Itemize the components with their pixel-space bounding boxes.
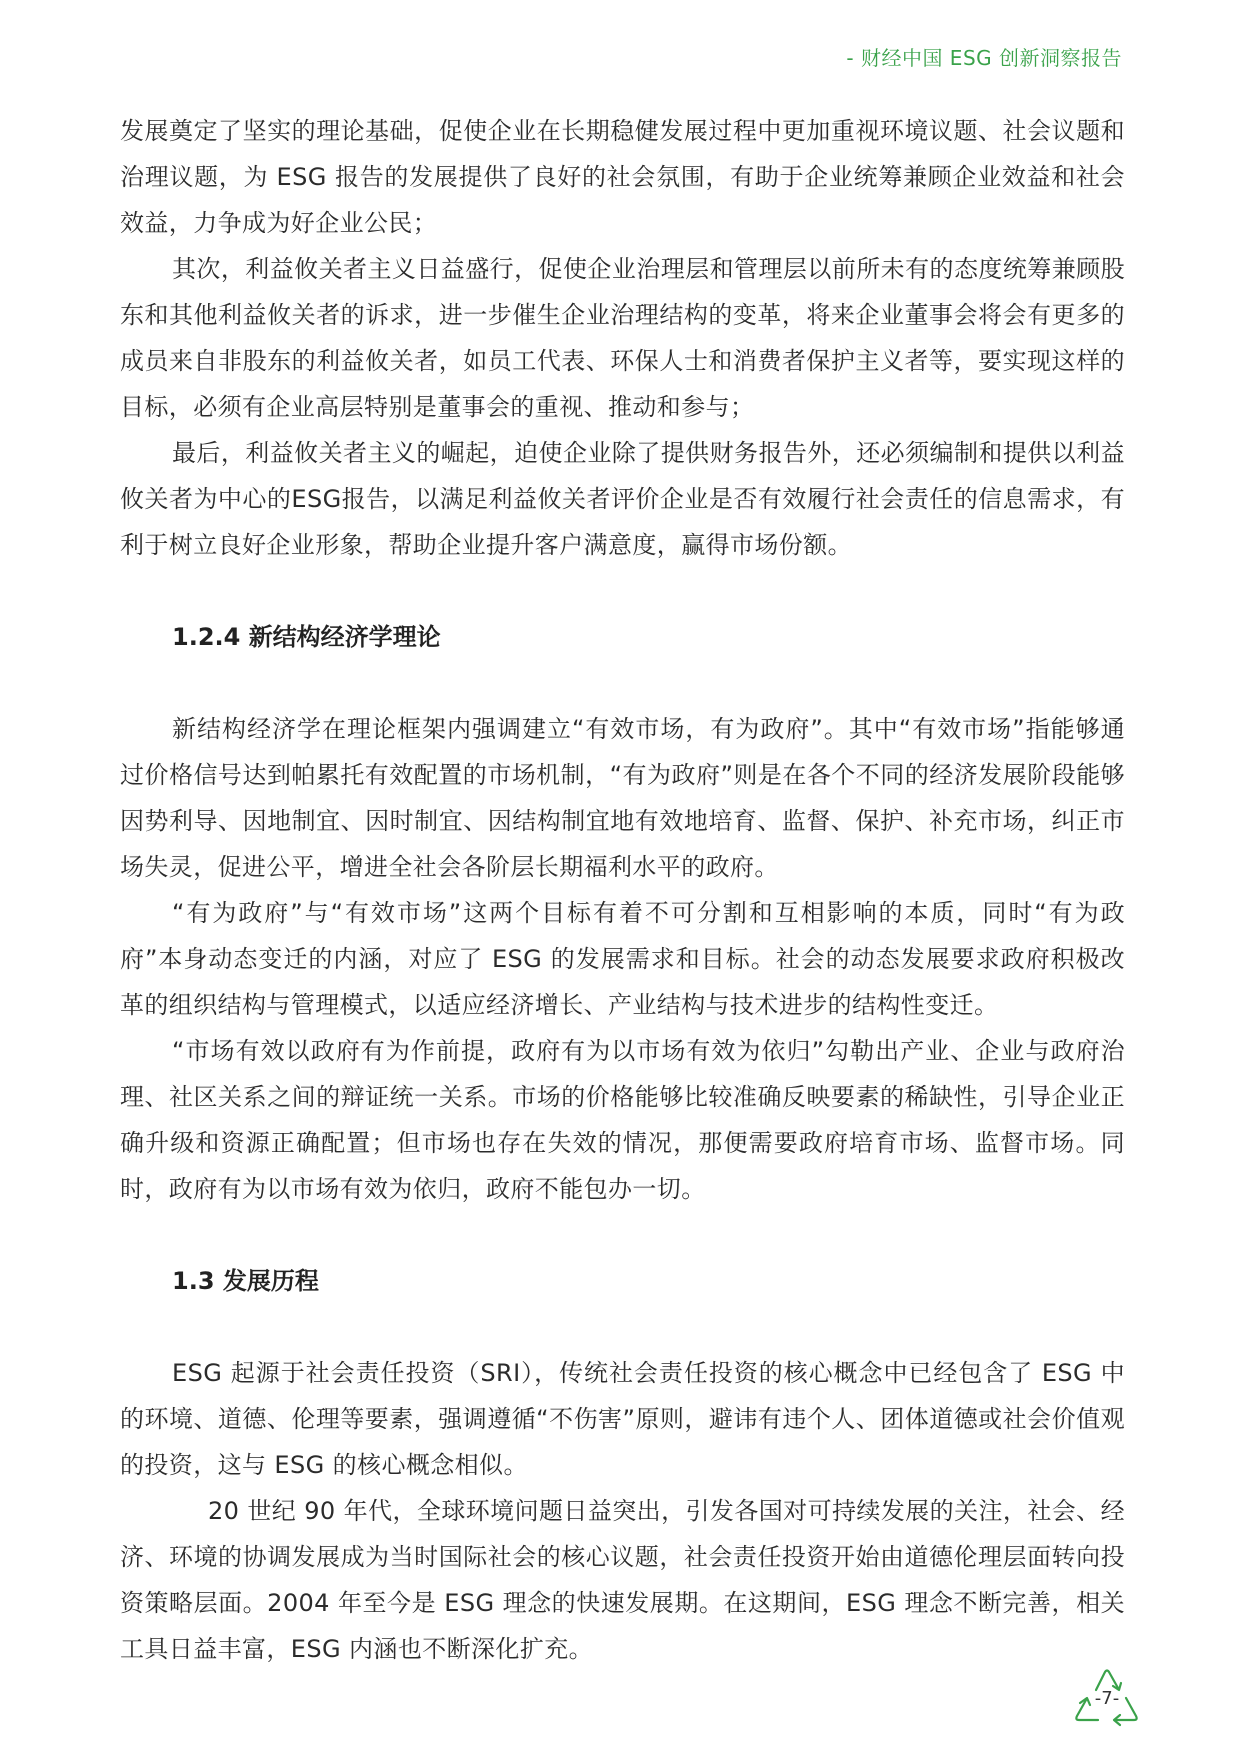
section-heading: 1.2.4 新结构经济学理论 bbox=[172, 623, 441, 651]
body-paragraph: “有为政府”与“有效市场”这两个目标有着不可分割和互相影响的本质，同时“有为政府”本身动态变迁的内涵，对应了 ESG 的发展需求和目标。社会的动态发展要求政府积极改革的组织结构与管理模式，以适应经济增长、产业结构与技术进步的结构性变迁。 bbox=[120, 899, 1125, 1019]
report-header-title: - 财经中国 ESG 创新洞察报告 bbox=[846, 46, 1122, 70]
body-paragraph: ESG 起源于社会责任投资（SRI），传统社会责任投资的核心概念中已经包含了 ESG 中的环境、道德、伦理等要素，强调遵循“不伤害”原则，避讳有违个人、团体道德或社会价值观的投资，这与 ESG 的核心概念相似。 bbox=[120, 1359, 1125, 1479]
page-number: -7- bbox=[1094, 1688, 1120, 1709]
page-content bbox=[120, 108, 1125, 1672]
body-paragraph: 20 世纪 90 年代，全球环境问题日益突出，引发各国对可持续发展的关注，社会、经济、环境的协调发展成为当时国际社会的核心议题，社会责任投资开始由道德伦理层面转向投资策略层面。2004 年至今是 ESG 理念的快速发展期。在这期间，ESG 理念不断完善，相关工具日益丰富，ESG 内涵也不断深化扩充。 bbox=[120, 1497, 1125, 1663]
page-number-badge bbox=[1062, 1660, 1152, 1740]
body-paragraph: 其次，利益攸关者主义日益盛行，促使企业治理层和管理层以前所未有的态度统筹兼顾股东和其他利益攸关者的诉求，进一步催生企业治理结构的变革，将来企业董事会将会有更多的成员来自非股东的利益攸关者，如员工代表、环保人士和消费者保护主义者等，要实现这样的目标，必须有企业高层特别是董事会的重视、推动和参与； bbox=[120, 255, 1125, 421]
section-heading: 1.3 发展历程 bbox=[172, 1267, 319, 1295]
body-paragraph: 最后，利益攸关者主义的崛起，迫使企业除了提供财务报告外，还必须编制和提供以利益攸关者为中心的ESG报告，以满足利益攸关者评价企业是否有效履行社会责任的信息需求，有利于树立良好企业形象，帮助企业提升客户满意度，赢得市场份额。 bbox=[120, 439, 1125, 559]
body-paragraph: 发展奠定了坚实的理论基础，促使企业在长期稳健发展过程中更加重视环境议题、社会议题和治理议题，为 ESG 报告的发展提供了良好的社会氛围，有助于企业统筹兼顾企业效益和社会效益，力争成为好企业公民； bbox=[120, 117, 1125, 237]
body-paragraph: “市场有效以政府有为作前提，政府有为以市场有效为依归”勾勒出产业、企业与政府治理、社区关系之间的辩证统一关系。市场的价格能够比较准确反映要素的稀缺性，引导企业正确升级和资源正确配置；但市场也存在失效的情况，那便需要政府培育市场、监督市场。同时，政府有为以市场有效为依归，政府不能包办一切。 bbox=[120, 1037, 1125, 1203]
body-paragraph: 新结构经济学在理论框架内强调建立“有效市场，有为政府”。其中“有效市场”指能够通过价格信号达到帕累托有效配置的市场机制，“有为政府”则是在各个不同的经济发展阶段能够因势利导、因地制宜、因时制宜、因结构制宜地有效地培育、监督、保护、补充市场，纠正市场失灵，促进公平，增进全社会各阶层长期福利水平的政府。 bbox=[120, 715, 1125, 881]
